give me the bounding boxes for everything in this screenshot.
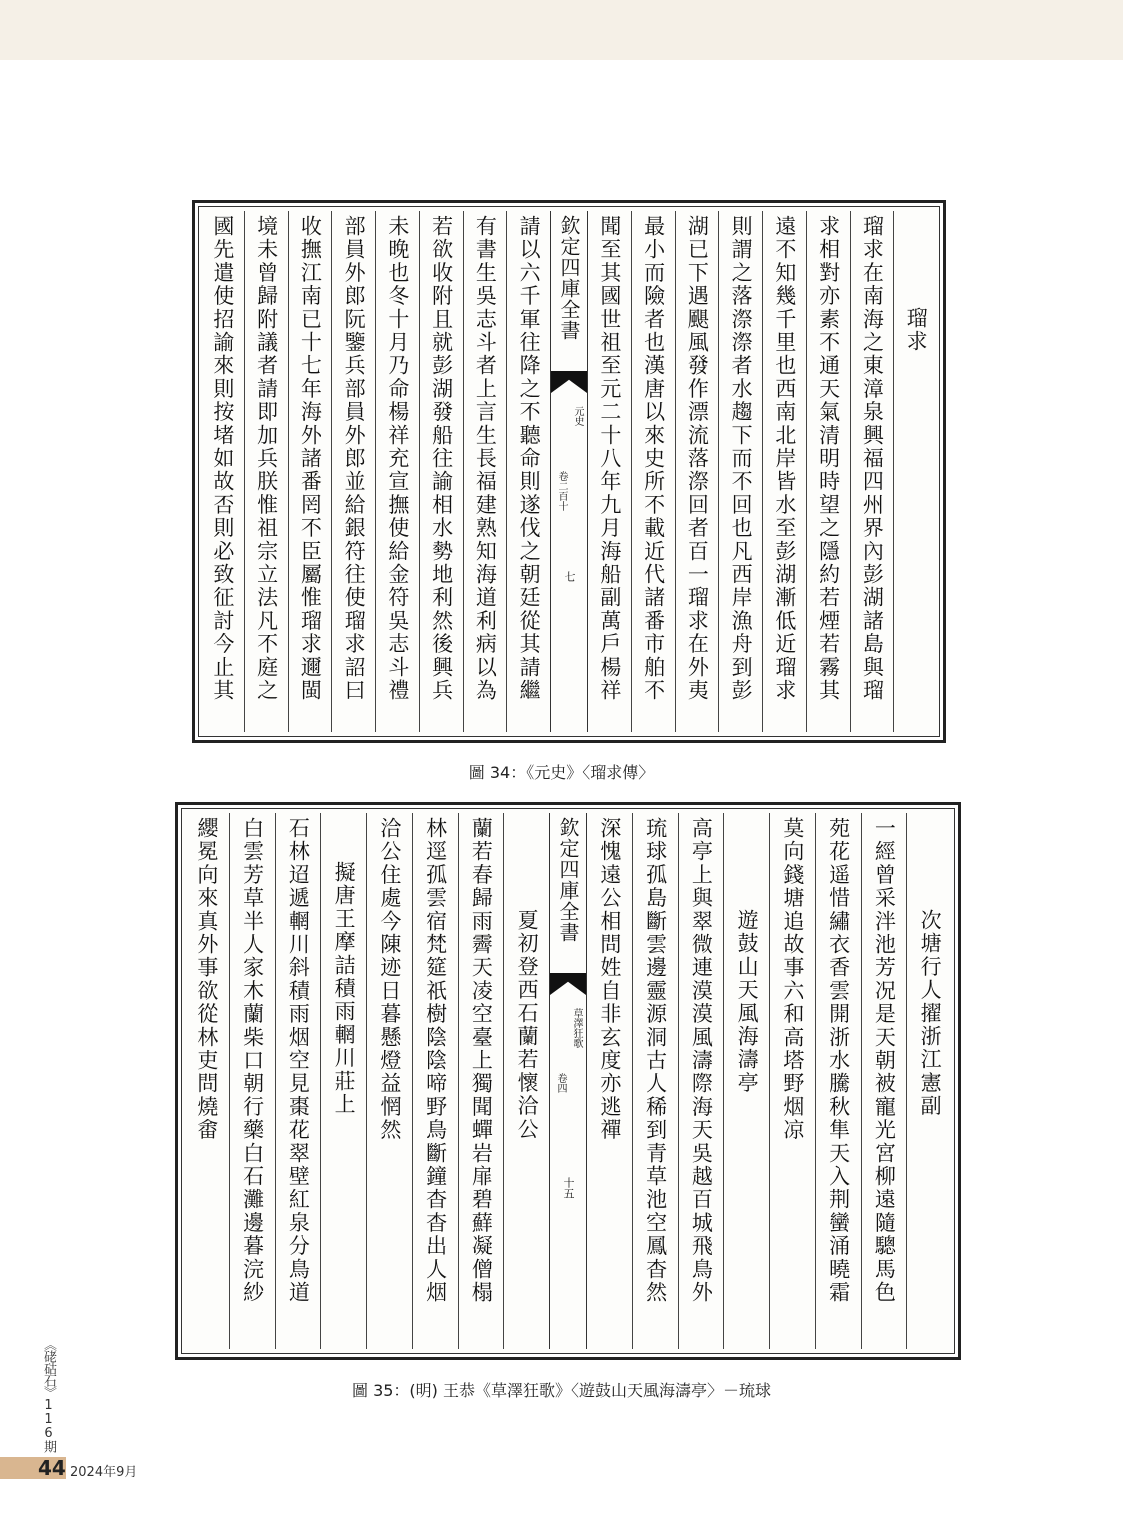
text-column: 湖已下遇颶風發作漂流落漈回者百一瑠求在外夷 bbox=[675, 211, 719, 732]
banxin-book: 草澤狂歌 bbox=[571, 1008, 582, 1048]
text-column: 林逕孤雲宿梵筵祇樹陰陰啼野鳥斷鐘杳杳出人烟 bbox=[412, 813, 458, 1349]
center-fold-margin bbox=[550, 211, 588, 732]
text-column: 聞至其國世祖至元二十八年九月海船副萬戶楊祥 bbox=[597, 215, 622, 703]
top-band bbox=[0, 0, 1123, 60]
figure-34-scan bbox=[192, 200, 946, 743]
text-column: 一經曾采泮池芳况是天朝被寵光宮柳遠隨驄馬色 bbox=[861, 813, 907, 1349]
text-column: 未晚也冬十月乃命楊祥充宣撫使給金符吳志斗禮 bbox=[375, 211, 419, 732]
journal-issue-label: 《硓𥑮石》116期 bbox=[41, 1338, 56, 1452]
poem-title-column: 擬唐王摩詰積雨輞川莊上 bbox=[320, 813, 366, 1349]
page-number: 44 bbox=[38, 1456, 66, 1480]
text-column: 則謂之落漈漈者水趨下而不回也凡西岸漁舟到彭 bbox=[718, 211, 762, 732]
text-column: 苑花遥惜繡衣香雲開浙水騰秋隼天入荆蠻涌曉霜 bbox=[815, 813, 861, 1349]
poem-title-column: 次塘行人擢浙江憲副 bbox=[906, 813, 952, 1349]
text-column: 求相對亦素不通天氣清明時望之隱約若煙若霧其 bbox=[806, 211, 850, 732]
text-column: 石林迢遞輞川斜積雨烟空見棗花翠壁紅泉分鳥道 bbox=[275, 813, 321, 1349]
text-column: 有書生吳志斗者上言生長福建熟知海道利病以為 bbox=[463, 211, 507, 732]
text-column: 最小而險者也漢唐以來史所不載近代諸番市舶不 bbox=[631, 211, 675, 732]
poem-title-column: 遊鼓山天風海濤亭 bbox=[723, 813, 769, 1349]
text-column: 部員外郎阮鑒兵部員外郎並給銀符往使瑠求詔曰 bbox=[331, 211, 375, 732]
center-fold-margin bbox=[549, 813, 587, 1349]
right-half-page bbox=[588, 211, 937, 732]
figure-34-caption: 圖 34：《元史》〈瑠求傳〉 bbox=[468, 763, 655, 782]
text-column: 瑠求在南海之東漳泉興福四州界內彭湖諸島與瑠 bbox=[850, 211, 894, 732]
banxin-title: 欽定四庫全書 bbox=[556, 817, 580, 943]
text-column: 收撫江南已十七年海外諸番罔不臣屬惟瑠求邇閩 bbox=[288, 211, 332, 732]
right-half-page bbox=[587, 813, 952, 1349]
fish-tail-mark-icon bbox=[550, 973, 586, 995]
issue-date: 2024年9月 bbox=[70, 1465, 138, 1480]
left-half-page bbox=[184, 813, 549, 1349]
banxin-volume: 卷四 bbox=[555, 1073, 566, 1093]
banxin-title: 欽定四庫全書 bbox=[557, 215, 581, 341]
text-column: 琉球孤島斷雲邊靈源洞古人稀到青草池空鳳杳然 bbox=[632, 813, 678, 1349]
banxin-volume: 卷二百十 bbox=[556, 471, 567, 511]
figure-35-caption: 圖 35：(明) 王恭《草澤狂歌》〈遊鼓山天風海濤亭〉－琉球 bbox=[351, 1381, 772, 1400]
text-column: 境未曾歸附議者請即加兵朕惟祖宗立法凡不庭之 bbox=[244, 211, 288, 732]
text-column: 國先遣使招諭來則按堵如故否則必致征討今止其 bbox=[210, 215, 235, 703]
text-column: 請以六千軍往降之不聽命則遂伐之朝廷從其請繼 bbox=[506, 211, 550, 732]
text-column: 高亭上與翠微連漠漠風濤際海天吳越百城飛鳥外 bbox=[678, 813, 724, 1349]
fish-tail-mark-icon bbox=[551, 371, 587, 393]
banxin-book: 元史 bbox=[572, 406, 583, 426]
text-column: 纓冕向來真外事欲從林吏問燒畬 bbox=[194, 817, 219, 1142]
text-column: 洽公住處今陳迹日暮懸燈益惘然 bbox=[366, 813, 412, 1349]
text-column: 遠不知幾千里也西南北岸皆水至彭湖漸低近瑠求 bbox=[762, 211, 806, 732]
poem-title-column: 夏初登西石蘭若懷洽公 bbox=[503, 813, 549, 1349]
text-column: 深愧遠公相問姓自非玄度亦逃禪 bbox=[597, 817, 622, 1142]
text-column: 若欲收附且就彭湖發船往諭相水勢地利然後興兵 bbox=[419, 211, 463, 732]
text-column: 蘭若春歸雨霽天凌空臺上獨聞蟬岩扉碧蘚凝僧榻 bbox=[458, 813, 504, 1349]
text-column: 白雲芳草半人家木蘭柴口朝行藥白石灘邊暮浣紗 bbox=[229, 813, 275, 1349]
text-column: 莫向錢塘追故事六和高塔野烟凉 bbox=[769, 813, 815, 1349]
banxin-page: 七 bbox=[563, 571, 576, 582]
figure-35-scan bbox=[175, 802, 961, 1360]
left-half-page bbox=[201, 211, 550, 732]
banxin-page: 十五 bbox=[562, 1177, 575, 1199]
poem-title-column: 瑠求 bbox=[893, 211, 937, 732]
